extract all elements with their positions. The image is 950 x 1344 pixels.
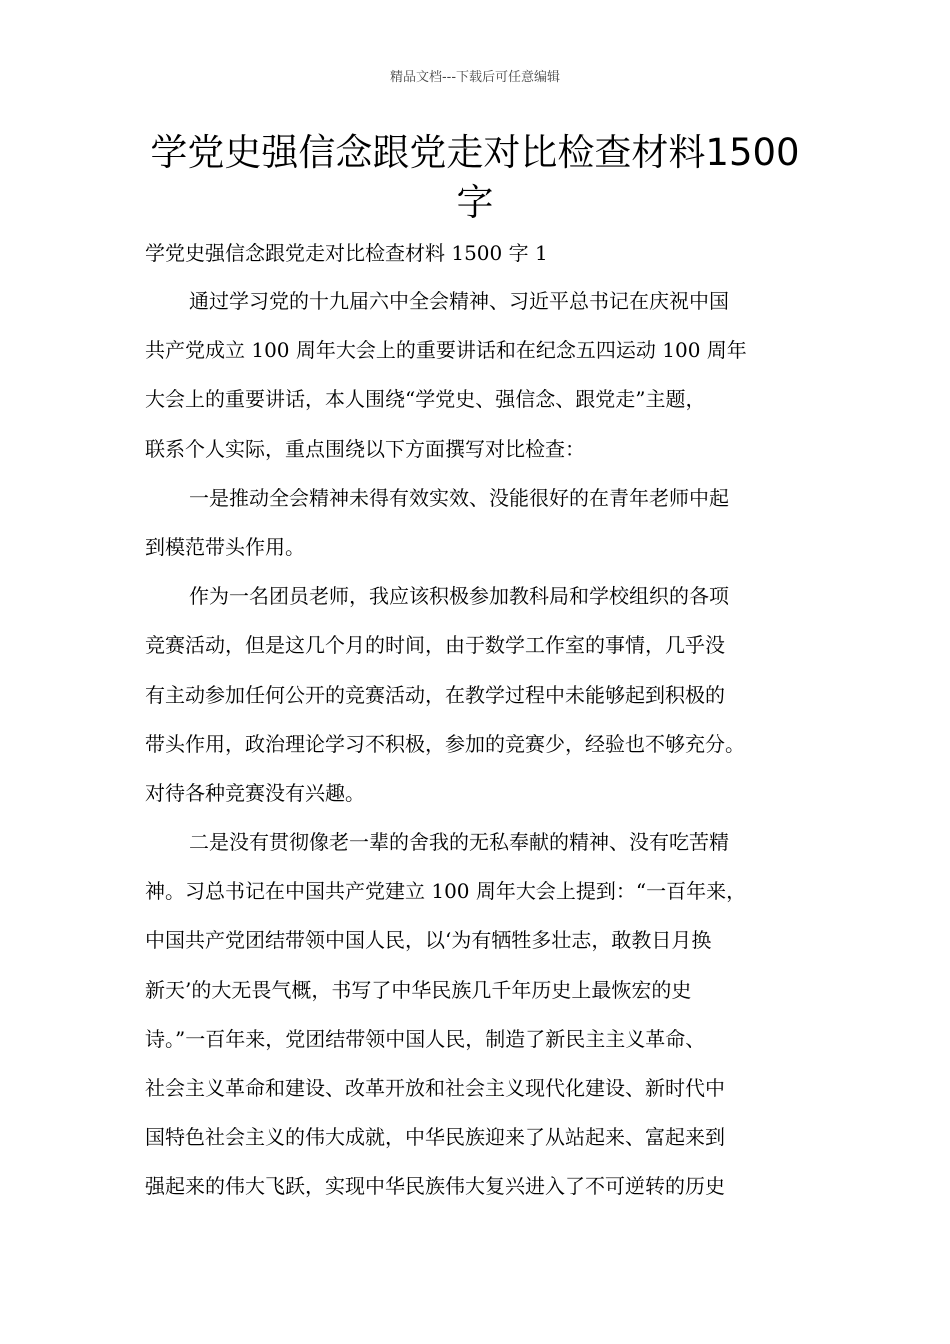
document-title: 学党史强信念跟党走对比检查材料1500字	[150, 131, 800, 224]
text-line: 一是推动全会精神未得有效实效、没能很好的在青年老师中起	[189, 485, 729, 510]
text-line: 有主动参加任何公开的竞赛活动，在教学过程中未能够起到积极的	[145, 682, 725, 707]
page-header-note: 精品文档---下载后可任意编辑	[389, 70, 561, 85]
text-line: 中国共产党团结带领中国人民，以‘为有牺牲多壮志，敢教日月换	[145, 928, 712, 953]
text-line: 竞赛活动，但是这几个月的时间，由于数学工作室的事情，几乎没	[145, 633, 725, 658]
text-line: 作为一名团员老师，我应该积极参加教科局和学校组织的各项	[189, 584, 729, 609]
text-line: 通过学习党的十九届六中全会精神、习近平总书记在庆祝中国	[189, 289, 729, 313]
paragraph-1	[145, 286, 805, 483]
text-line: 诗。”一百年来，党团结带领中国人民，制造了新民主主义革命、	[145, 1026, 706, 1051]
paragraph-4	[145, 827, 805, 1221]
text-line: 大会上的重要讲话，本人围绕“学党史、强信念、跟党走”主题，	[145, 387, 706, 412]
text-line: 对待各种竞赛没有兴趣。	[145, 780, 365, 805]
text-line: 强起来的伟大飞跃，实现中华民族伟大复兴进入了不可逆转的历史	[145, 1174, 725, 1199]
text-line: 神。习总书记在中国共产党建立 100 周年大会上提到：“一百年来，	[145, 879, 747, 904]
text-line: 二是没有贯彻像老一辈的舍我的无私奉献的精神、没有吃苦精	[189, 830, 729, 855]
text-line: 联系个人实际，重点围绕以下方面撰写对比检查：	[145, 436, 585, 461]
document-body	[145, 286, 805, 1221]
text-line: 到模范带头作用。	[145, 534, 305, 559]
text-line: 带头作用，政治理论学习不积极，参加的竞赛少，经验也不够充分。	[145, 731, 745, 756]
text-line: 共产党成立 100 周年大会上的重要讲话和在纪念五四运动 100 周年	[145, 338, 747, 363]
paragraph-2	[145, 483, 805, 581]
text-line: 新天’的大无畏气概，书写了中华民族几千年历史上最恢宏的史	[145, 977, 692, 1002]
document-subtitle: 学党史强信念跟党走对比检查材料 1500 字 1	[145, 241, 548, 265]
text-line: 社会主义革命和建设、改革开放和社会主义现代化建设、新时代中	[145, 1076, 725, 1100]
text-line: 国特色社会主义的伟大成就，中华民族迎来了从站起来、富起来到	[145, 1125, 725, 1150]
paragraph-3	[145, 581, 805, 827]
